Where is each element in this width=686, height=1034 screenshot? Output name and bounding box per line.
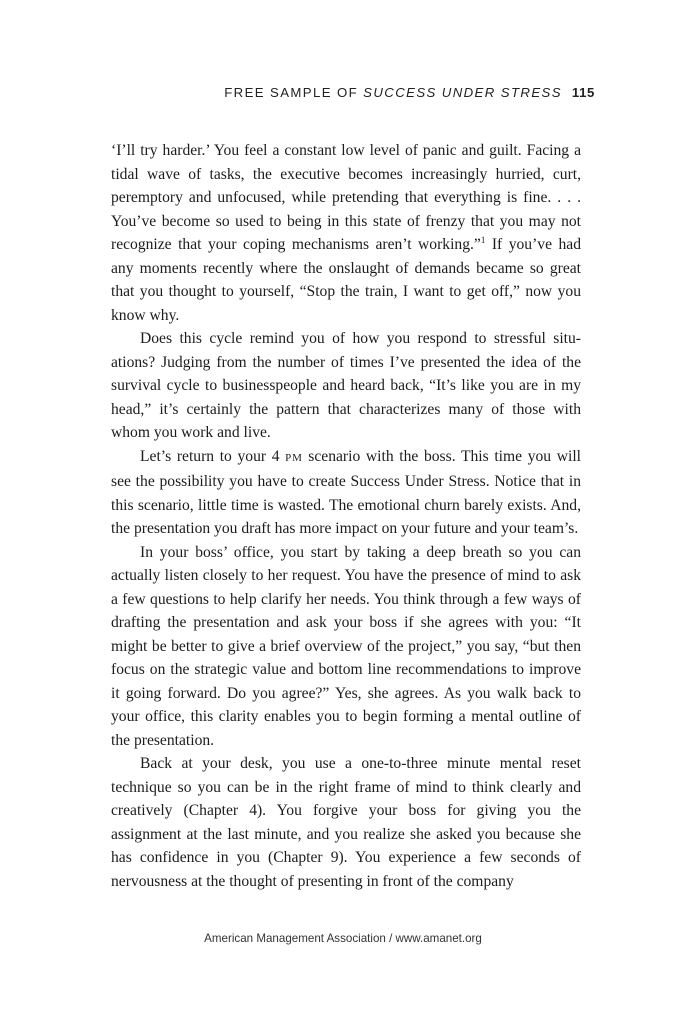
paragraph-5: Back at your desk, you use a one-to-three minute mental reset technique so you can be in the right frame of mind to think clearly and creatively (Chapter 4). You forgive your boss for giving you the assignment at the last minute, and you realize she asked you because she has confidence in you (Chapter 9). You experience a few seconds of nervousness at the thought of presenting in front of the company	[111, 755, 581, 890]
paragraph-1-text-a: ‘I’ll try harder.’ You feel a constant low level of panic and guilt. Facing a tidal wave of tasks, the executive becomes increasingly hurried, curt, peremptory and unfocused, while pretending that everything is fine. . . . You’ve become so used to being in this state of frenzy that you may not recognize that your coping mechanisms aren’t working.”	[111, 142, 581, 253]
running-head	[224, 85, 595, 100]
time-marker-pm: PM	[285, 451, 303, 464]
page-number: 115	[571, 85, 595, 100]
footnote-marker: 1	[480, 235, 486, 245]
page-footer	[0, 932, 686, 945]
paragraph-3-text-a: Let’s return to your 4	[140, 447, 286, 465]
footer-text: American Management Association / www.amanet.org	[204, 932, 482, 945]
paragraph-2: Does this cycle remind you of how you respond to stressful situations? Judging from the number of times I’ve presented the idea of the survival cycle to businesspeople and heard back, “It’s like you are in my head,” it’s certainly the pattern that characterizes many of those with whom you work and live.	[111, 330, 581, 441]
body-text	[111, 139, 581, 893]
paragraph-4: In your boss’ office, you start by taking a deep breath so you can actually listen closely to her request. You have the presence of mind to ask a few questions to help clarify her needs. You think through a few ways of drafting the presentation and ask your boss if she agrees with you: “It might be better to give a brief overview of the project,” you say, “but then focus on the strategic value and bottom line recommendations to improve it going forward. Do you agree?” Yes, she agrees. As you walk back to your office, this clarity enables you to begin forming a mental outline of the presentation.	[111, 543, 581, 749]
paragraph-3	[111, 445, 581, 541]
running-head-book-title: SUCCESS UNDER STRESS	[363, 85, 562, 100]
paragraph-1	[111, 139, 581, 327]
paragraph-1-text-b: If you’ve had any moments recently where the onslaught of demands became so great that you thought to yourself, “Stop the train, I want to get off,” now you know why.	[111, 236, 581, 324]
running-head-prefix: FREE SAMPLE OF	[224, 85, 364, 100]
paragraph-3-text-b: scenario with the boss. This time you will see the possibility you have to create Success Under Stress. Notice that in this scenario, little time is wasted. The emotional churn barely exists. And, the presentation you draft has more impact on your future and your team’s.	[111, 447, 581, 537]
